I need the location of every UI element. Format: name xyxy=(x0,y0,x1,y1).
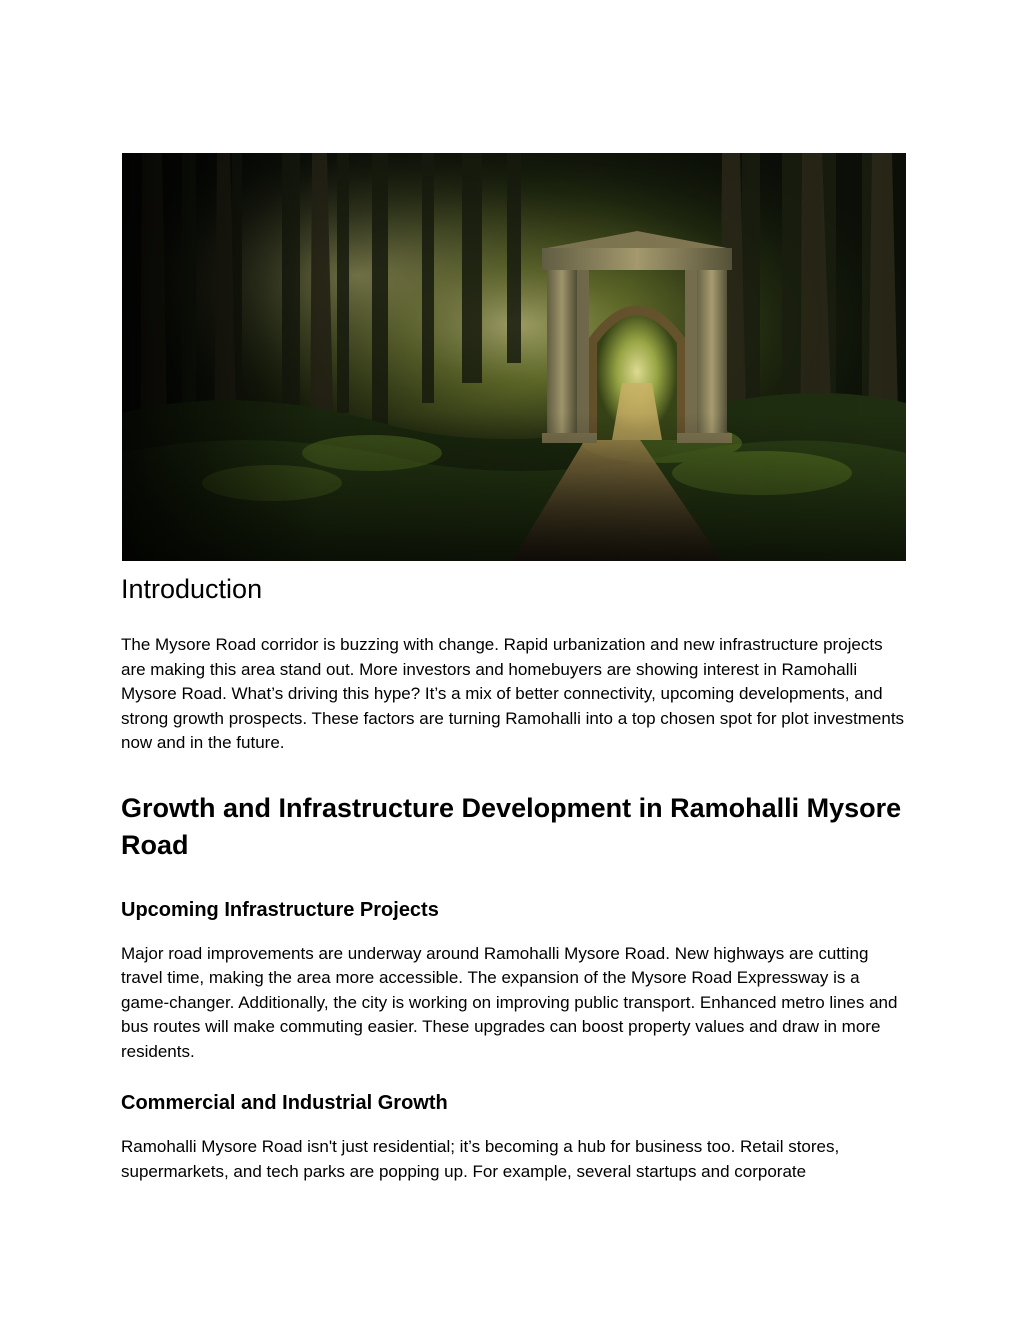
commercial-growth-paragraph: Ramohalli Mysore Road isn't just residential; it’s becoming a hub for business too. Retail stores, supermarkets, and tech parks are popping up. For example, several startups and corporate xyxy=(121,1137,840,1181)
hero-image xyxy=(122,153,906,561)
upcoming-infrastructure-paragraph: Major road improvements are underway around Ramohalli Mysore Road. New highways are cutting travel time, making the area more accessible. The expansion of the Mysore Road Expressway is a game-changer. Additionally, the city is working on improving public transport. Enhanced metro lines and bus routes will make commuting easier. These upgrades can boost property values and draw in more residents. xyxy=(121,943,898,1061)
commercial-growth-heading: Commercial and Industrial Growth xyxy=(121,1092,448,1114)
introduction-heading: Introduction xyxy=(121,574,263,604)
growth-heading: Growth and Infrastructure Development in Ramohalli Mysore Road xyxy=(121,792,902,860)
upcoming-infrastructure-heading: Upcoming Infrastructure Projects xyxy=(121,898,439,921)
introduction-paragraph: The Mysore Road corridor is buzzing with change. Rapid urbanization and new infrastructure projects are making this area stand out. More investors and homebuyers are showing interest in Ramohalli Mysore Road. What’s driving this hype? It’s a mix of better connectivity, upcoming developments, and strong growth prospects. These factors are turning Ramohalli into a top chosen spot for plot investments now and in the future. xyxy=(121,635,905,752)
article-content xyxy=(121,568,911,1184)
forest-archway-image xyxy=(122,153,906,561)
